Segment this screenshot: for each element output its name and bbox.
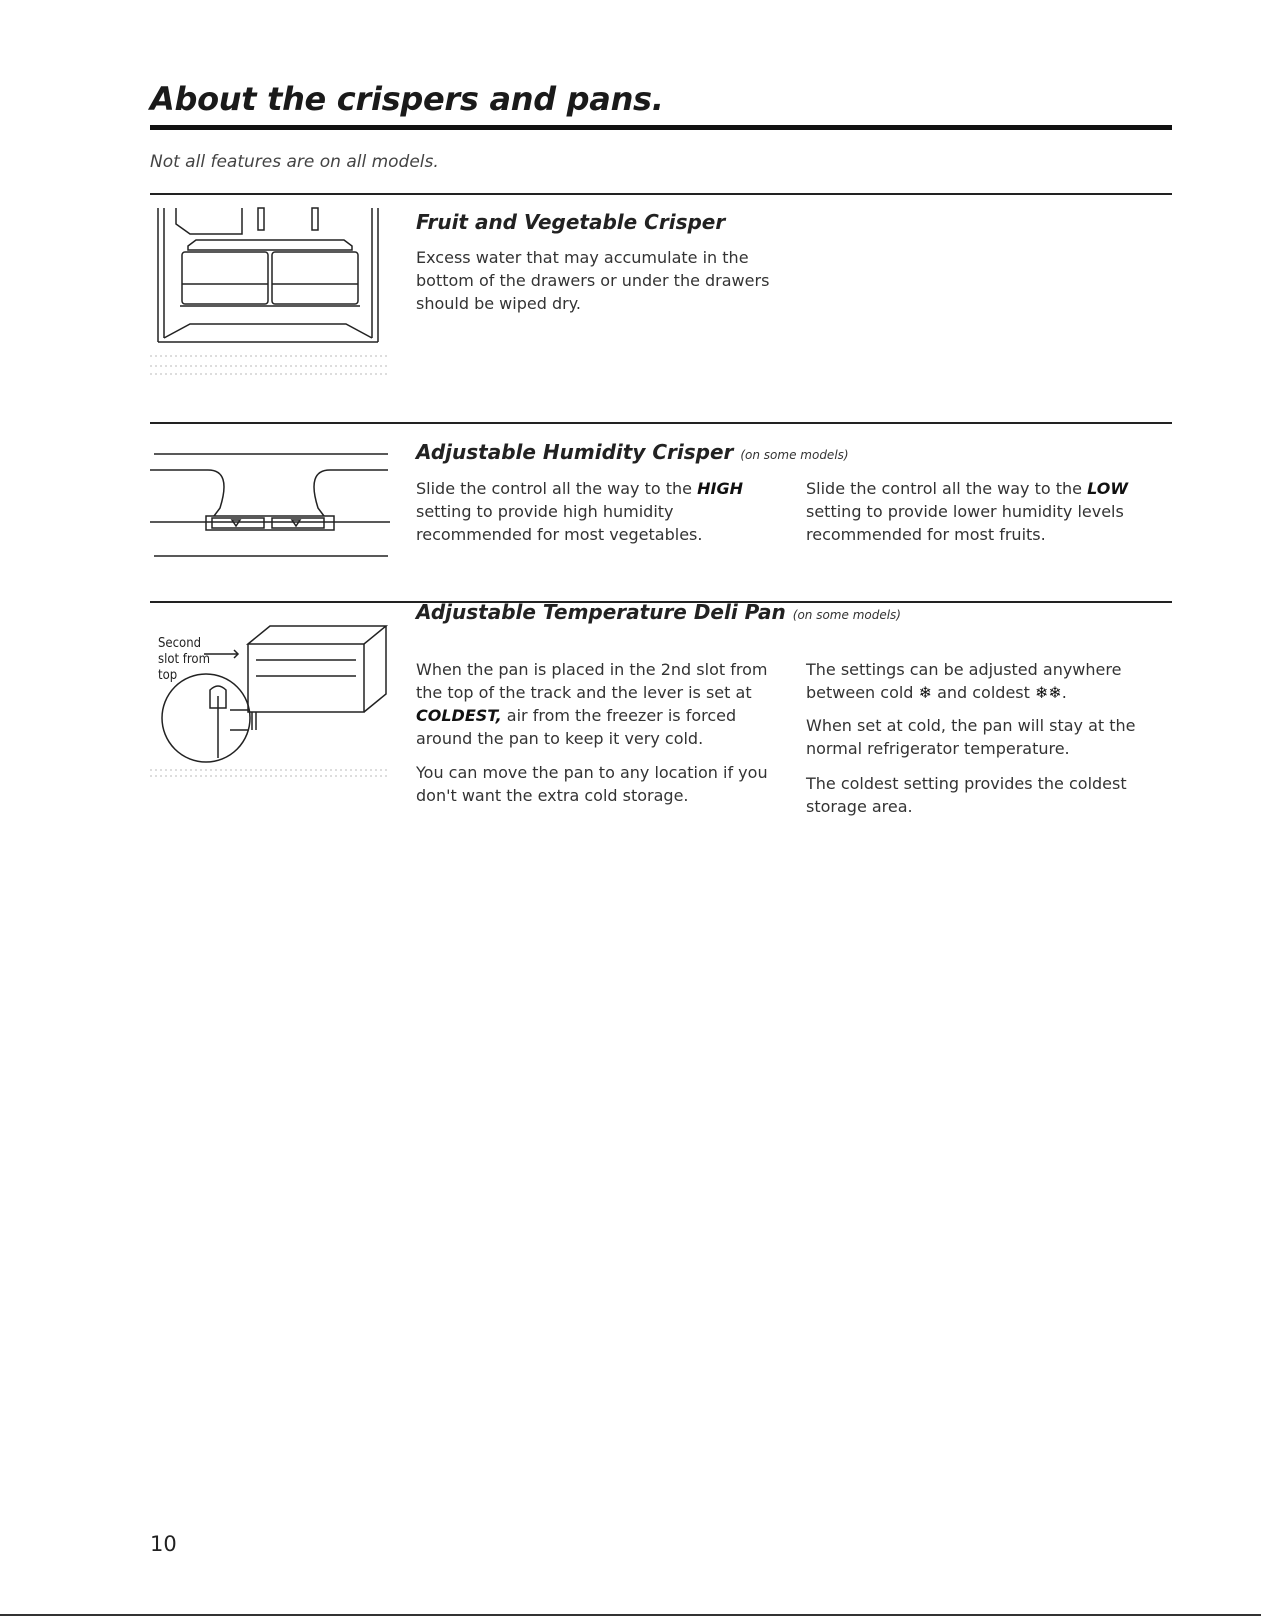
fruit-crisper-text: Excess water that may accumulate in the bottom of the drawers or under the drawers should be wiped dry. (416, 248, 770, 313)
deli-pan-illustration (150, 620, 390, 780)
section-title-adjustable-humidity-crisper: Adjustable Humidity Crisper (on some models) (416, 440, 849, 464)
high-setting-label: HIGH (697, 479, 743, 498)
humidity-low-text: Slide the control all the way to the LOW setting to provide lower humidity levels recommended for most fruits. (806, 479, 1128, 544)
bottom-rule (0, 1614, 1261, 1616)
humidity-control-illustration (150, 450, 390, 562)
coldest-snowflake-icon: ❄ (1048, 683, 1062, 702)
low-setting-label: LOW (1087, 479, 1128, 498)
on-some-models-note: (on some models) (740, 448, 849, 462)
section-divider (150, 422, 1172, 424)
humidity-high-text: Slide the control all the way to the HIGH setting to provide high humidity recommended for most vegetables. (416, 479, 743, 544)
deli-pan-coldest-text: When the pan is placed in the 2nd slot from the top of the track and the lever is set at COLDEST, air from the freezer is forced around the pan to keep it very cold. (416, 660, 768, 748)
coldest-snowflake-icon: ❄ (1034, 683, 1049, 702)
deli-pan-coldest-area-text: The coldest setting provides the coldest storage area. (806, 774, 1127, 816)
page-subtitle: Not all features are on all models. (150, 152, 439, 172)
section-title-fruit-vegetable-crisper: Fruit and Vegetable Crisper (416, 210, 726, 234)
title-rule (150, 125, 1172, 130)
page-title: About the crispers and pans. (150, 80, 664, 118)
crisper-drawers-illustration (150, 206, 390, 378)
deli-pan-cold-text: When set at cold, the pan will stay at the normal refrigerator temperature. (806, 716, 1136, 758)
section-divider (150, 193, 1172, 195)
cold-snowflake-icon: ❄ (918, 683, 932, 702)
deli-pan-settings-text: The settings can be adjusted anywhere between cold ❄ and coldest ❄❄. (806, 660, 1122, 702)
section-title-adjustable-temperature-deli-pan: Adjustable Temperature Deli Pan (on some models) (416, 600, 901, 624)
page-number: 10 (150, 1532, 177, 1556)
on-some-models-note: (on some models) (792, 608, 901, 622)
second-slot-label: Second slot from top (158, 636, 210, 683)
coldest-setting-label: COLDEST, (416, 706, 502, 725)
deli-pan-move-text: You can move the pan to any location if you don't want the extra cold storage. (416, 763, 768, 805)
